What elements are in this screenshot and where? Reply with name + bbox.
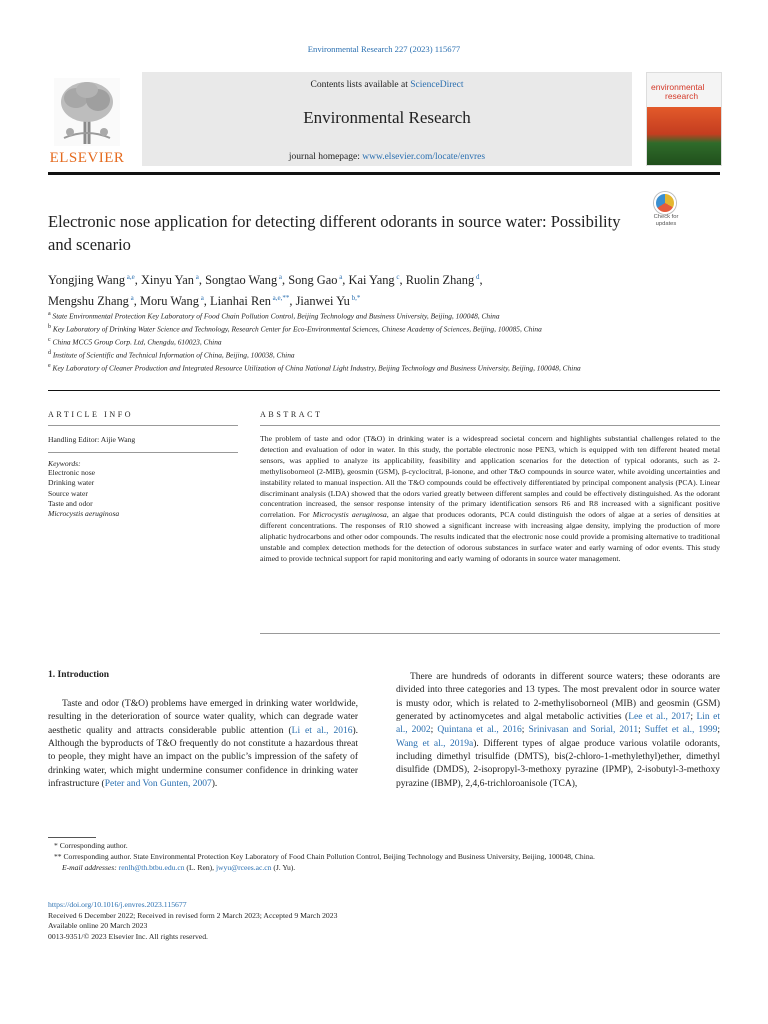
intro-right-paragraph: There are hundreds of odorants in different source waters; these odorants are divided into three categories and 13 types. The most prevalent odor in source water is musty odor, which is related to 2-methylisoborneol (MIB) and geosmin (GSM) generated by actinomycetes and algal metabolic activities (Lee et al., 2017; Lin et al., 2002; Quintana et al., 2016; Srinivasan and Sorial, 2011; Suffet et al., 1999; Wang et al., 2019a). Different types of algae produce various volatile odorants, including dimethyl trisulfide (DMTS), bis(2-chloro-1-methylethyl)ether, dimethyl disulfide (DMDS), 2-isopropyl-3-methoxy pyrazine (IPMP), 2-isobutyl-3-methoxy pyrazine (IBMP), 2,4,6-trichloroanisole (TCA),: [396, 672, 721, 789]
citation-link[interactable]: Peter and Von Gunten, 2007: [104, 779, 212, 790]
sciencedirect-link[interactable]: ScienceDirect: [410, 80, 464, 90]
author-name[interactable]: Lianhai Ren: [210, 294, 271, 309]
author-affiliation-marker[interactable]: a,e,**: [270, 294, 290, 303]
affiliation-marker: c: [48, 336, 51, 343]
keyword-item: Drinking water: [48, 478, 95, 488]
citation-link[interactable]: Wang et al., 2019a: [396, 738, 474, 749]
elsevier-logo[interactable]: [48, 78, 126, 168]
email-addresses: [48, 862, 720, 873]
contents-prefix: Contents lists available at: [310, 80, 411, 90]
footnotes: [48, 840, 720, 873]
keywords-label: Keywords:: [48, 459, 81, 468]
affiliation-item: [48, 335, 628, 348]
copyright-line: 0013-9351/© 2023 Elsevier Inc. All rights reserved.: [48, 931, 208, 941]
check-for-updates-badge[interactable]: [646, 192, 686, 232]
journal-name[interactable]: Environmental Research: [303, 108, 471, 127]
author-name[interactable]: Mengshu Zhang: [48, 294, 129, 309]
citation-link[interactable]: Lee et al., 2017: [628, 712, 691, 723]
author-affiliation-marker[interactable]: a: [337, 273, 343, 281]
keywords-list: [48, 468, 236, 519]
author-affiliation-marker[interactable]: a,e: [125, 273, 135, 281]
keyword-item: Microcystis aeruginosa: [48, 509, 120, 519]
author-name[interactable]: Jianwei Yu: [295, 294, 350, 309]
author-name[interactable]: Kai Yang: [348, 273, 395, 288]
affiliation-text: State Environmental Protection Key Laboratory of Food Chain Pollution Control, Beijing Technology and Business University, Beijing, 100048, China: [50, 311, 500, 321]
abstract-end-rule: [260, 633, 720, 634]
journal-masthead: [48, 70, 720, 168]
handling-editor-rule: [48, 452, 238, 453]
intro-left-column: [48, 698, 358, 791]
author-affiliation-marker[interactable]: d: [474, 273, 480, 281]
author-name[interactable]: Song Gao: [288, 273, 338, 288]
footnote-rule: [48, 837, 96, 838]
author-name[interactable]: Yongjing Wang: [48, 273, 126, 288]
introduction-heading: 1. Introduction: [48, 670, 110, 680]
affiliation-text: Key Laboratory of Cleaner Production and Integrated Resource Utilization of China National Light Industry, Beijing Technology and Business University, Beijing, 100048, China: [50, 363, 581, 373]
crossmark-line-1: Check for: [653, 214, 679, 220]
cover-artwork: [647, 107, 722, 166]
contents-line: [142, 80, 632, 90]
author-affiliation-marker[interactable]: a: [194, 273, 199, 281]
footnote-corresponding-1: * Corresponding author.: [54, 841, 128, 850]
abstract-text: The problem of taste and odor (T&O) in drinking water is a widespread societal concern and highlights substantial challenges related to the detection and evaluation of odor in water. In this study, the portable electronic nose PEN3, which is equipped with ten different heated metal sensors, was applied to analyze its applicability, feasibility and application scenarios for the detection of typical odorants, such as 2-methylisoborneol (2-MIB), geosmin (GSM), β-cyclocitral, β-ionone, and other T&O compounds in source water, while avoiding uncertainties and instability related to manual inspection. All the T&O compounds could be effectively differentiated by principal component analysis (PCA). Linear discriminant analysis (LDA) showed that the odors varied greatly between different samples and could be effectively distinguished. As the odorant concentration increased, the sensor response intensity of the primary identification sensors R6 and R8 increased with a significant positive correlation. For Microcystis aeruginosa, an algae that produces odorants, PCA could distinguish the odors of algae at a series of densities at different concentrations. The responses of R10 showed a significant increase with increasing algae density, implying the production of more aliphatic hydrocarbons and other odor compounds. The results indicated that the electronic nose could provide a promising alternative to traditional unstable and complex detection methods for the detection of odorous substances in surface water and early warning of odor events. This study aimed to provide technical support for rapid monitoring and early warning of odorants in source water management.: [260, 434, 720, 563]
affiliation-text: Institute of Scientific and Technical Information of China, Beijing, 100038, China: [51, 350, 295, 360]
affiliation-marker: a: [48, 311, 51, 317]
affiliation-item: [48, 309, 628, 322]
available-online: Available online 20 March 2023: [48, 921, 148, 931]
author-affiliation-marker[interactable]: b,*: [349, 294, 361, 303]
affiliation-marker: e: [48, 362, 51, 369]
running-head[interactable]: Environmental Research 227 (2023) 115677: [307, 44, 461, 54]
keyword-item: Electronic nose: [48, 468, 96, 477]
author-name[interactable]: Moru Wang: [139, 294, 199, 309]
affiliation-item: [48, 322, 628, 335]
affiliation-list: [48, 309, 628, 374]
author-affiliation-marker[interactable]: a: [277, 273, 283, 281]
affiliation-marker: d: [48, 349, 51, 356]
elsevier-tree-icon: [54, 78, 120, 146]
journal-cover-image[interactable]: [646, 72, 722, 166]
publication-info: [48, 900, 720, 942]
email-ren-link[interactable]: renlh@th.btbu.edu.cn: [118, 863, 185, 872]
author-affiliation-marker[interactable]: a: [198, 294, 204, 303]
cover-title-line-1: environmental: [651, 82, 705, 92]
affiliation-marker: b: [48, 323, 51, 330]
author-name[interactable]: Xinyu Yan: [140, 273, 194, 288]
email-yu-link[interactable]: jwyu@rcees.ac.cn: [215, 863, 272, 872]
author-name[interactable]: Songtao Wang: [205, 273, 278, 288]
masthead-rule: [48, 172, 720, 175]
crossmark-line-2: updates: [655, 220, 677, 227]
homepage-link[interactable]: www.elsevier.com/locate/envres: [362, 152, 486, 162]
author-affiliation-marker[interactable]: a: [128, 294, 134, 303]
citation-link[interactable]: Srinivasan and Sorial, 2011: [528, 725, 639, 736]
cover-title: [651, 83, 704, 101]
intro-left-paragraph: Taste and odor (T&O) problems have emerged in drinking water worldwide, resulting in the deterioration of source water quality, which can degrade water aesthetic quality and attracts considerable public attention (Li et al., 2016). Although the byproducts of T&O frequently do not constitute a hazardous threat to people, they might have an impact on the public’s impression of the safety of drinking water, which might undermine consumer confidence in drinking water infrastructure (Peter and Von Gunten, 2007).: [48, 699, 358, 790]
author-name[interactable]: Ruolin Zhang: [405, 273, 475, 288]
handling-editor: Handling Editor: Aijie Wang: [48, 435, 136, 444]
citation-link[interactable]: Li et al., 2016: [291, 725, 353, 736]
keyword-item: Taste and odor: [48, 498, 93, 508]
affiliation-text: China MCC5 Group Corp. Ltd, Chengdu, 610023, China: [50, 337, 222, 347]
intro-right-column: [396, 671, 720, 791]
publisher-name: ELSEVIER: [49, 150, 125, 166]
article-info-heading: ARTICLE INFO: [48, 410, 134, 419]
citation-link[interactable]: Suffet et al., 1999: [644, 725, 718, 736]
abstract-rule: [260, 425, 720, 426]
keywords-block: [48, 459, 236, 519]
affiliation-item: [48, 361, 628, 374]
author-affiliation-marker[interactable]: c: [394, 273, 400, 281]
email-label: E-mail addresses:: [62, 863, 119, 872]
article-title: Electronic nose application for detecting different odorants in source water: Possibility and scenario: [48, 212, 621, 254]
email-yu-name: (J. Yu).: [271, 863, 296, 872]
citation-link[interactable]: Quintana et al., 2016: [437, 725, 522, 736]
doi-link[interactable]: https://doi.org/10.1016/j.envres.2023.115677: [48, 900, 187, 909]
author-list: Yongjing Wang $^{a,e}$, Xinyu Yan $^a$, Songtao Wang $^a$, Song Gao $^a$, Kai Yang $^c$, Ruolin Zhang $^d$, Mengshu Zhang $^a$, Moru Wang $^a$, Lianhai Ren $^{a,e,**}$, Jianwei Yu $^{b,*}$: [48, 273, 483, 309]
footnote-corresponding-2: ** Corresponding author. State Environmental Protection Key Laboratory of Food Chain Pollution Control, Beijing Technology and Business University, Beijing, 100048, China.: [54, 852, 595, 861]
keyword-item: Source water: [48, 488, 88, 498]
crossmark-icon: [654, 192, 676, 214]
cover-title-line-2: research: [665, 91, 699, 101]
italic-term: Microcystis aeruginosa: [312, 510, 387, 520]
affiliation-text: Key Laboratory of Drinking Water Science and Technology, Research Center for Eco-Environmental Sciences, Chinese Academy of Sciences, Beijing, 100085, China: [51, 324, 542, 334]
citation-link[interactable]: Lin et al., 2002: [396, 712, 720, 736]
received-dates: Received 6 December 2022; Received in revised form 2 March 2023; Accepted 9 March 2023: [48, 910, 338, 920]
affiliation-item: [48, 348, 628, 361]
masthead-banner: [142, 72, 632, 166]
crossmark-label: [646, 214, 686, 227]
homepage-line: [142, 152, 632, 162]
header-rule: [48, 390, 720, 391]
abstract-heading: ABSTRACT: [260, 410, 323, 419]
homepage-prefix: journal homepage:: [288, 152, 363, 162]
email-ren-name: (L. Ren),: [184, 863, 216, 872]
article-info-rule: [48, 425, 238, 426]
